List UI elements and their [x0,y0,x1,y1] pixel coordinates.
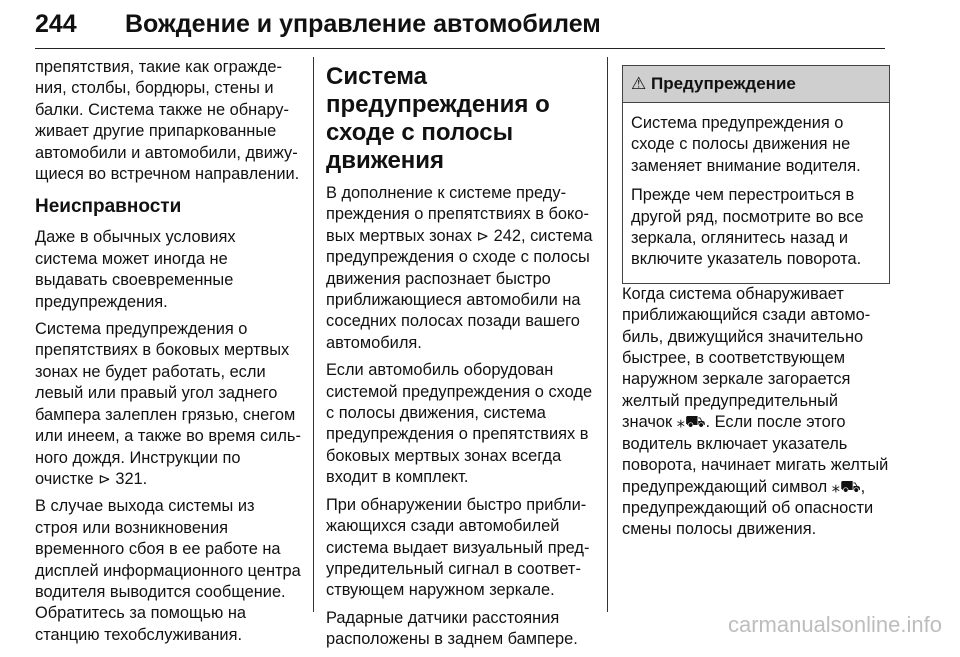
paragraph-text: Когда система обнаруживает приближающийся сзади автомобиль, движущийся значительно быстрее, в соответствующем наружном зеркале загорается желтый предупредительный значок [622,284,871,432]
page-ref-icon: ⊳ [476,227,490,245]
warning-title: Предупреждение [650,74,796,93]
page-header [35,4,905,48]
warning-triangle-icon: ⚠ [631,74,647,93]
section-title-lane-change: Система предупреждения о сходе с полосы движения [326,63,550,174]
page-ref-icon: ⊳ [98,470,111,488]
paragraph [35,319,301,490]
column-3 [622,57,890,547]
page-ref-link[interactable]: 242 [493,226,521,245]
column-2 [326,57,598,657]
paragraph [326,183,598,354]
page-title: Вождение и управление автомобилем [125,10,601,38]
warning-header [623,66,889,103]
warning-body [623,103,889,283]
paragraph-text: , система предупреждения о сходе с полосы движения распознает быстро приближающиеся автомобили на соседних полосах позади вашего автомобиля. [326,226,593,352]
header-divider [35,48,885,49]
column-divider-2 [607,57,608,612]
paragraph-text: В дополнение к системе предупреждения о препятствиях в боковых мертвых зонах [326,184,589,245]
paragraph-text: . Если после этого водитель включает указатель поворота, начинает мигать желтый предупреждающий символ [622,413,889,496]
section-heading-malfunctions: Неисправности [35,196,182,218]
paragraph [622,284,890,541]
paragraph: При обнаружении быстро приближающихся сзади автомобилей система выдает визуальный предупредительный сигнал в соответствующем наружном зеркале. [326,495,590,600]
page-ref-link[interactable]: 321. [115,469,148,488]
warning-paragraph: Прежде чем перестроиться в другой ряд, посмотрите во все зеркала, оглянитесь назад и включите указатель поворота. [631,186,864,269]
column-divider-1 [313,57,314,612]
paragraph-text: , предупреждающий об опасности смены полосы движения. [622,477,874,539]
paragraph: В случае выхода системы из строя или возникновения временного сбоя в ее работе на дисплей информационного центра водителя выводится сообщение. Обратитесь за помощью на станцию техобслуживания. [35,497,301,644]
paragraph-text: Система предупреждения о препятствиях в боковых мертвых зонах не будет работать, если левый или правый угол заднего бампера залеплен грязью, снегом или инеем, а также во время сильного дождя. Инструкции по очистке [35,320,301,488]
paragraph: Радарные датчики расстояния расположены в заднем бампере. [326,608,578,649]
paragraph: Даже в обычных условиях система может иногда не выдавать своевременные предупреждения. [35,228,236,311]
lane-change-alert-icon: ⁎⛟ [831,477,861,496]
paragraph: препятствия, такие как ограждения, столбы, бордюры, стены и балки. Система также не обнаруживает другие припаркованные автомобили и автомобили, движущиеся во встречном направлении. [35,58,300,184]
column-1 [35,57,301,652]
page-number: 244 [35,10,77,38]
warning-box [622,65,890,284]
paragraph: Если автомобиль оборудован системой предупреждения о сходе с полосы движения, система предупреждения о препятствиях в боковых мертвых зонах всегда входит в комплект. [326,361,593,487]
warning-paragraph: Система предупреждения о сходе с полосы движения не заменяет внимание водителя. [631,114,861,175]
lane-change-alert-icon: ⁎⛟ [676,413,706,432]
watermark: carmanualsonline.info [727,612,942,637]
